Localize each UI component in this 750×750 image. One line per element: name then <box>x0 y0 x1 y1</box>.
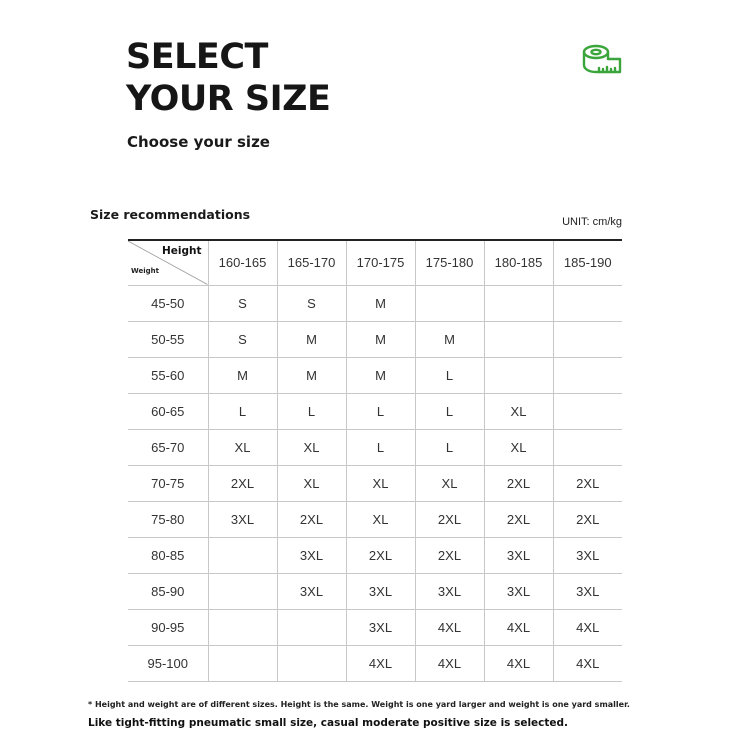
size-table <box>128 239 622 682</box>
size-cell: S <box>277 285 346 321</box>
size-cell <box>484 285 553 321</box>
size-cell <box>553 321 622 357</box>
size-cell <box>208 573 277 609</box>
size-cell: L <box>415 429 484 465</box>
size-cell: 3XL <box>277 537 346 573</box>
table-row <box>128 609 622 645</box>
size-cell: M <box>415 321 484 357</box>
size-cell: 4XL <box>346 645 415 681</box>
subtitle: Choose your size <box>127 133 270 151</box>
table-row <box>128 321 622 357</box>
size-cell: 4XL <box>415 609 484 645</box>
size-cell <box>553 357 622 393</box>
size-cell: L <box>415 393 484 429</box>
table-row <box>128 357 622 393</box>
table-row <box>128 465 622 501</box>
weight-row-header: 90-95 <box>128 609 208 645</box>
size-cell: L <box>346 429 415 465</box>
size-cell: M <box>277 321 346 357</box>
weight-row-header: 50-55 <box>128 321 208 357</box>
table-row <box>128 429 622 465</box>
weight-row-header: 85-90 <box>128 573 208 609</box>
weight-axis-label: Weight <box>131 266 159 275</box>
weight-row-header: 55-60 <box>128 357 208 393</box>
size-cell: 2XL <box>553 501 622 537</box>
size-cell <box>208 537 277 573</box>
corner-cell <box>128 240 208 285</box>
size-cell: 4XL <box>484 645 553 681</box>
weight-row-header: 70-75 <box>128 465 208 501</box>
size-cell: 3XL <box>346 609 415 645</box>
size-cell: 3XL <box>484 573 553 609</box>
page-title <box>126 36 330 120</box>
size-cell: 2XL <box>484 465 553 501</box>
size-cell: 2XL <box>415 501 484 537</box>
size-cell: M <box>346 357 415 393</box>
weight-row-header: 80-85 <box>128 537 208 573</box>
weight-row-header: 45-50 <box>128 285 208 321</box>
size-cell: M <box>346 321 415 357</box>
size-cell: L <box>208 393 277 429</box>
footnote: * Height and weight are of different sizes. Height is the same. Weight is one yard larger and weight is one yard smaller. <box>88 700 630 709</box>
size-cell: 3XL <box>346 573 415 609</box>
size-cell: L <box>415 357 484 393</box>
size-cell: XL <box>346 465 415 501</box>
size-cell <box>208 609 277 645</box>
size-cell: 3XL <box>553 537 622 573</box>
height-axis-label: Height <box>161 245 202 257</box>
height-column-header: 175-180 <box>415 240 484 285</box>
size-cell: 2XL <box>553 465 622 501</box>
table-row <box>128 537 622 573</box>
size-cell: XL <box>277 465 346 501</box>
size-cell <box>208 645 277 681</box>
size-cell: 2XL <box>208 465 277 501</box>
size-cell: 3XL <box>415 573 484 609</box>
size-cell <box>277 609 346 645</box>
title-line-2: YOUR SIZE <box>126 79 331 119</box>
size-cell: XL <box>208 429 277 465</box>
weight-row-header: 60-65 <box>128 393 208 429</box>
size-cell <box>553 429 622 465</box>
section-label: Size recommendations <box>90 207 251 222</box>
weight-row-header: 75-80 <box>128 501 208 537</box>
size-cell: 3XL <box>277 573 346 609</box>
measuring-tape-icon <box>581 42 623 78</box>
size-cell: 4XL <box>484 609 553 645</box>
size-cell <box>553 285 622 321</box>
table-row <box>128 645 622 681</box>
height-column-header: 180-185 <box>484 240 553 285</box>
selection-note: Like tight-fitting pneumatic small size, casual moderate positive size is selected. <box>88 717 569 729</box>
size-cell: 4XL <box>553 645 622 681</box>
size-cell <box>553 393 622 429</box>
size-cell: XL <box>415 465 484 501</box>
table-row <box>128 501 622 537</box>
size-cell <box>484 357 553 393</box>
size-cell: XL <box>346 501 415 537</box>
size-cell: 2XL <box>346 537 415 573</box>
size-cell <box>415 285 484 321</box>
size-cell <box>277 645 346 681</box>
weight-row-header: 65-70 <box>128 429 208 465</box>
size-cell: XL <box>277 429 346 465</box>
size-cell: M <box>208 357 277 393</box>
size-cell: S <box>208 285 277 321</box>
size-cell: M <box>277 357 346 393</box>
size-cell: L <box>346 393 415 429</box>
header-row <box>128 240 622 285</box>
size-cell: 4XL <box>415 645 484 681</box>
height-column-header: 165-170 <box>277 240 346 285</box>
height-column-header: 160-165 <box>208 240 277 285</box>
size-cell: 3XL <box>208 501 277 537</box>
height-column-header: 170-175 <box>346 240 415 285</box>
table-body <box>128 285 622 681</box>
size-cell <box>484 321 553 357</box>
size-cell: 3XL <box>484 537 553 573</box>
size-cell: 2XL <box>415 537 484 573</box>
size-cell: 2XL <box>277 501 346 537</box>
size-cell: S <box>208 321 277 357</box>
height-column-header: 185-190 <box>553 240 622 285</box>
size-cell: M <box>346 285 415 321</box>
weight-row-header: 95-100 <box>128 645 208 681</box>
size-cell: L <box>277 393 346 429</box>
size-cell: 4XL <box>553 609 622 645</box>
table-row <box>128 393 622 429</box>
size-cell: XL <box>484 429 553 465</box>
unit-label: UNIT: cm/kg <box>562 216 622 228</box>
size-cell: XL <box>484 393 553 429</box>
size-cell: 3XL <box>553 573 622 609</box>
table-row <box>128 573 622 609</box>
size-cell: 2XL <box>484 501 553 537</box>
table-row <box>128 285 622 321</box>
title-line-1: SELECT <box>126 37 268 77</box>
